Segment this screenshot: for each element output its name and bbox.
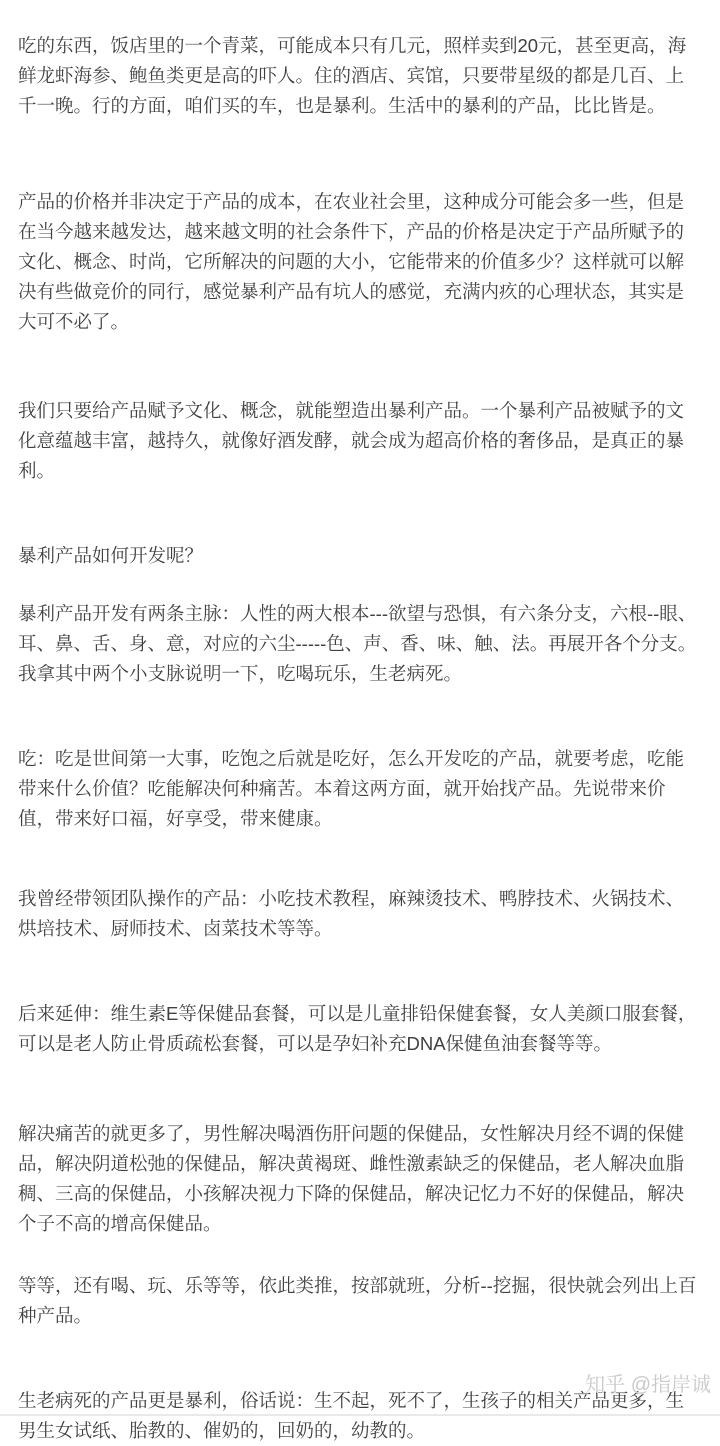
article-paragraph: 等等，还有喝、玩、乐等等，依此类推，按部就班，分析--挖掘，很快就会列出上百种产品。 <box>18 1275 697 1326</box>
article-paragraph: 我曾经带领团队操作的产品：小吃技术教程，麻辣烫技术、鸭脖技术、火锅技术、烘培技术、厨师技术、卤菜技术等等。 <box>18 888 685 939</box>
article-paragraph: 吃：吃是世间第一大事，吃饱之后就是吃好，怎么开发吃的产品，就要考虑，吃能带来什么价值？吃能解决何种痛苦。本着这两方面，就开始找产品。先说带来价值，带来好口福，好享受，带来健康。 <box>18 748 685 829</box>
bottom-divider <box>0 1414 720 1416</box>
article-question-line: 暴利产品如何开发呢？ <box>18 545 204 566</box>
article-paragraph: 暴利产品开发有两条主脉：人性的两大根本---欲望与恐惧，有六条分支，六根--眼、耳、鼻、舌、身、意，对应的六尘-----色、声、香、味、触、法。再展开各个分支。我拿其中两个小支脉说明一下，吃喝玩乐，生老病死。 <box>18 603 697 684</box>
article-paragraph: 后来延伸：维生素E等保健品套餐，可以是儿童排铅保健套餐，女人美颜口服套餐，可以是老人防止骨质疏松套餐，可以是孕妇补充DNA保健鱼油套餐等等。 <box>18 1003 697 1054</box>
article-paragraph: 产品的价格并非决定于产品的成本，在农业社会里，这种成分可能会多一些，但是在当今越来越发达，越来越文明的社会条件下，产品的价格是决定于产品所赋予的文化、概念、时尚，它所解决的问题的大小，它能带来的价值多少？这样就可以解决有些做竞价的同行，感觉暴利产品有坑人的感觉，充满内疚的心理状态，其实是大可不必了。 <box>18 191 685 332</box>
article-paragraph: 解决痛苦的就更多了，男性解决喝酒伤肝问题的保健品，女性解决月经不调的保健品，解决阴道松弛的保健品，解决黄褐斑、雌性激素缺乏的保健品，老人解决血脂稠、三高的保健品，小孩解决视力下降的保健品，解决记忆力不好的保健品，解决个子不高的增高保健品。 <box>18 1123 685 1234</box>
article-paragraph: 吃的东西，饭店里的一个青菜，可能成本只有几元，照样卖到20元，甚至更高，海鲜龙虾海参、鲍鱼类更是高的吓人。住的酒店、宾馆，只要带星级的都是几百、上千一晚。行的方面，咱们买的车，也是暴利。生活中的暴利的产品，比比皆是。 <box>18 35 687 116</box>
zhihu-watermark: 知乎 @指岸诚 <box>585 1374 711 1396</box>
article-paragraph: 生老病死的产品更是暴利，俗话说：生不起，死不了，生孩子的相关产品更多，生男生女试纸、胎教的、催奶的，回奶的，幼教的。 <box>18 1390 685 1441</box>
article-paragraph: 我们只要给产品赋予文化、概念，就能塑造出暴利产品。一个暴利产品被赋予的文化意蕴越丰富，越持久，就像好酒发酵，就会成为超高价格的奢侈品，是真正的暴利。 <box>18 400 685 481</box>
